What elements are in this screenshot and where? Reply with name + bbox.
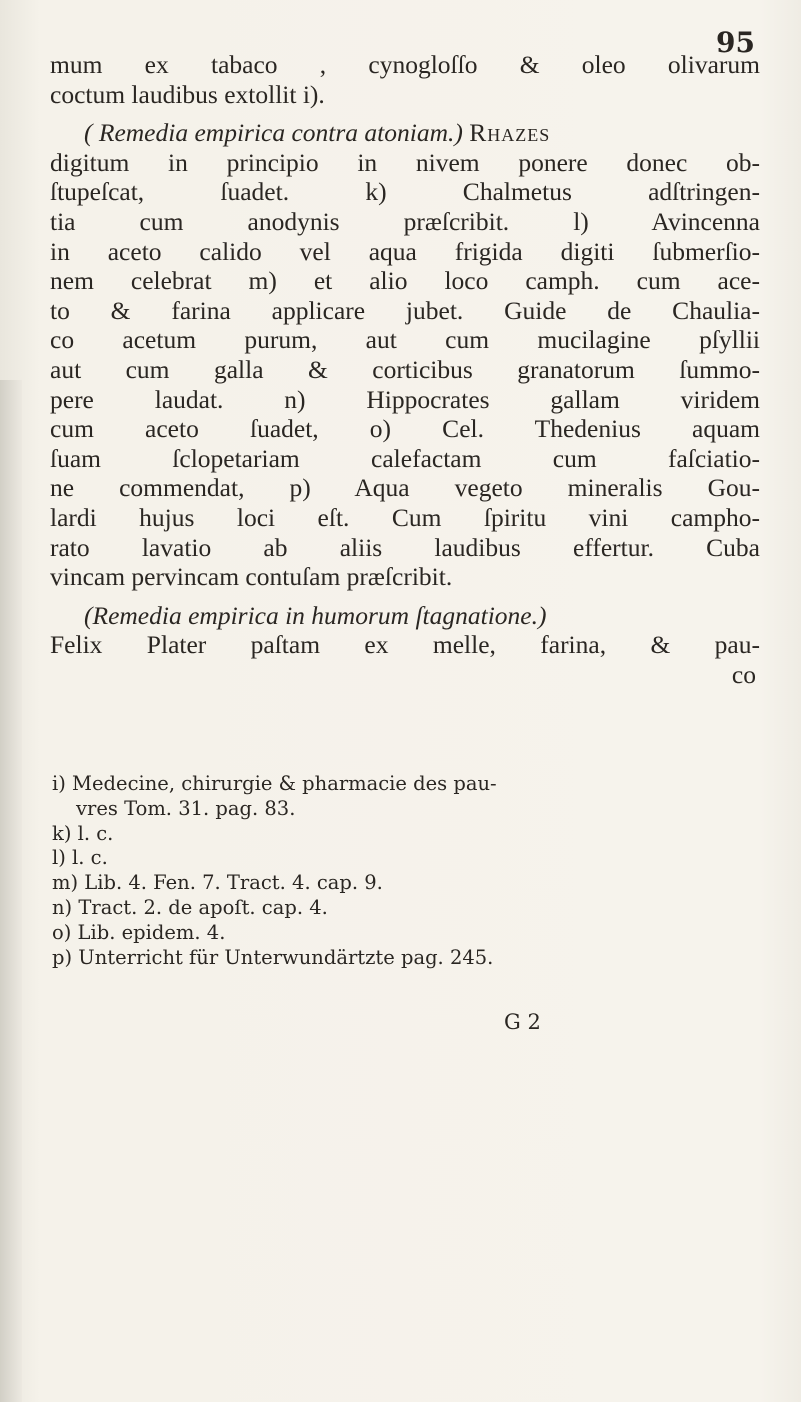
text-line: mum ex tabaco , cynogloſſo & oleo olivarum xyxy=(50,50,760,79)
section-heading-atonia xyxy=(50,118,760,148)
text-line: coctum laudibus extollit i). xyxy=(50,79,325,109)
text-line: vincam pervincam contuſam præſcribit. xyxy=(50,562,453,592)
page-binding-shadow xyxy=(0,380,22,1402)
footnotes xyxy=(52,772,752,970)
footnote: l) l. c. xyxy=(52,846,108,870)
section-heading-stagnatio: (Remedia empirica in humorum ſtagnatione.) xyxy=(84,600,547,630)
text-line: nem celebrat m) et alio loco camph. cum ace- xyxy=(50,266,760,296)
footnote: m) Lib. 4. Fen. 7. Tract. 4. cap. 9. xyxy=(52,871,383,895)
footnote: p) Unterricht für Unterwundärtzte pag. 245. xyxy=(52,945,494,969)
text-line: digitum in principio in nivem ponere donec ob- xyxy=(50,147,760,177)
text-line: ne commendat, p) Aqua vegeto mineralis Gou- xyxy=(50,473,760,503)
footnote: i) Medecine, chirurgie & pharmacie des pau- xyxy=(52,772,497,795)
footnote: k) l. c. xyxy=(52,821,114,845)
text-line: aut cum galla & corticibus granatorum ſummo- xyxy=(50,354,760,384)
footnote-continuation: vres Tom. 31. pag. 83. xyxy=(76,796,296,820)
text-line: pere laudat. n) Hippocrates gallam viridem xyxy=(50,384,760,414)
text-line: in aceto calido vel aqua frigida digiti ſubmerſio- xyxy=(50,236,760,266)
footnote: o) Lib. epidem. 4. xyxy=(52,920,226,944)
section-heading-text: ( Remedia empirica contra atoniam.) xyxy=(84,118,463,148)
text-line: ſtupeſcat, ſuadet. k) Chalmetus adſtringen- xyxy=(50,177,760,207)
text-line: cum aceto ſuadet, o) Cel. Thedenius aquam xyxy=(50,414,760,444)
text-line: to & farina applicare jubet. Guide de Chaulia- xyxy=(50,295,760,325)
page-number: 95 xyxy=(716,26,755,59)
text-line: ſuam ſclopetariam calefactam cum faſciatio- xyxy=(50,443,760,473)
text-line: rato lavatio ab aliis laudibus effertur. Cuba xyxy=(50,532,760,562)
text-line: co acetum purum, aut cum mucilagine pſyllii xyxy=(50,325,760,355)
catchword: co xyxy=(731,659,756,689)
main-text xyxy=(50,50,760,689)
author-name: Rhazes xyxy=(469,118,551,148)
signature-mark: G 2 xyxy=(504,1010,541,1034)
text-line: lardi hujus loci eſt. Cum ſpiritu vini campho- xyxy=(50,502,760,532)
footnote: n) Tract. 2. de apoſt. cap. 4. xyxy=(52,895,328,919)
text-line: tia cum anodynis præſcribit. l) Avincenna xyxy=(50,206,760,236)
text-line: Felix Plater paſtam ex melle, farina, & pau- xyxy=(50,630,760,660)
